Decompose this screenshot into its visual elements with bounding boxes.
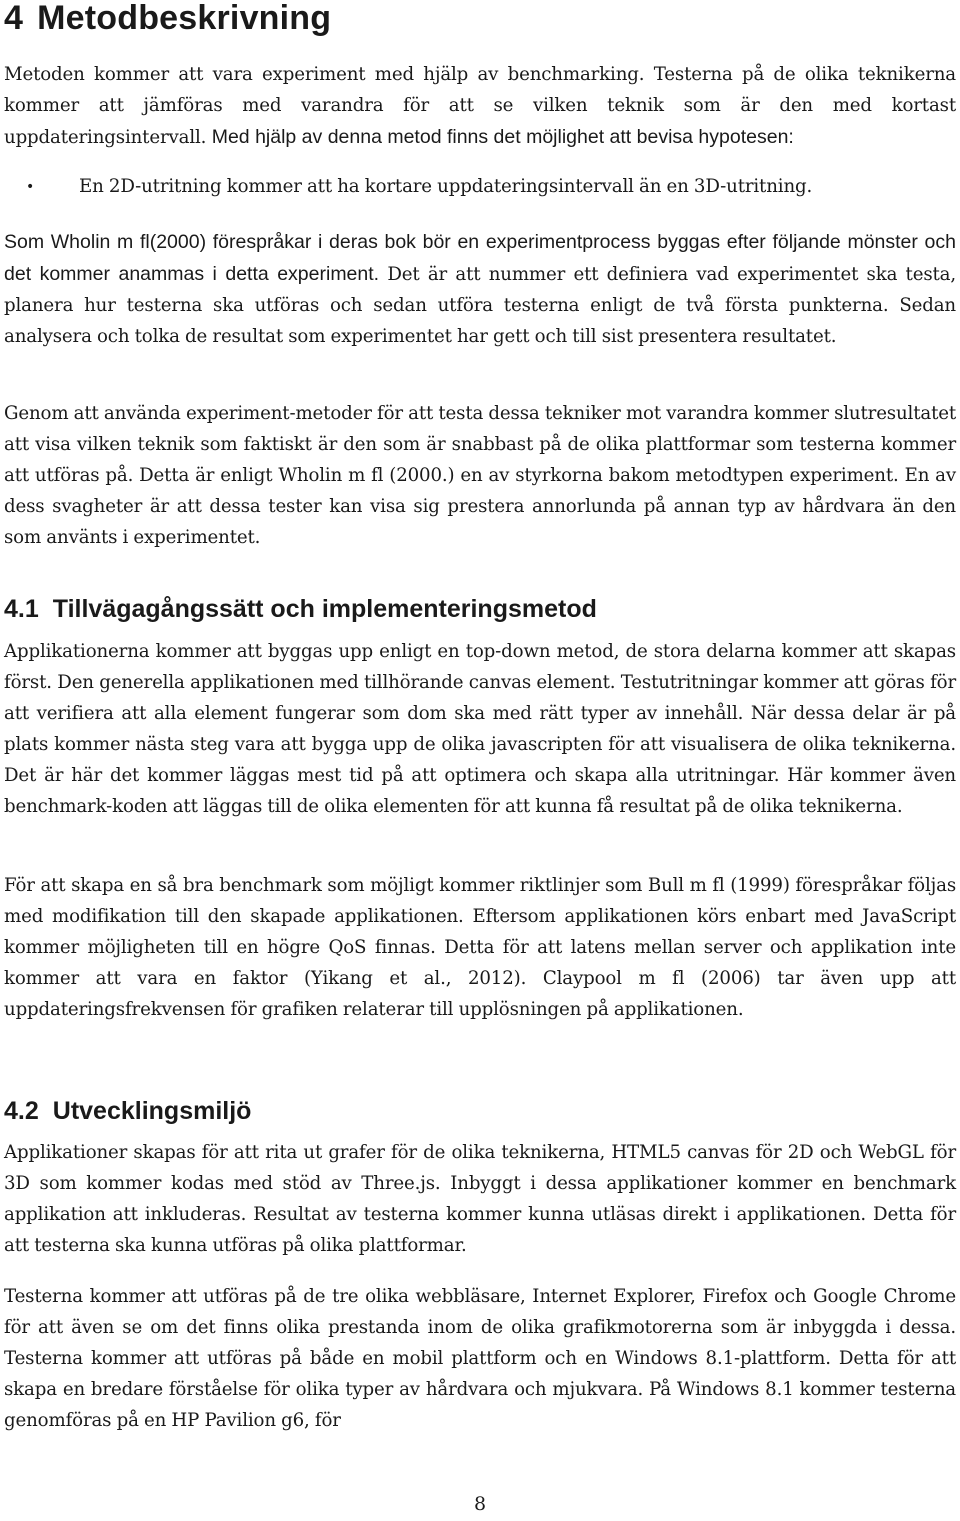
section-title: Metodbeskrivning — [37, 0, 332, 37]
page-number: 8 — [473, 1493, 487, 1515]
subsection-number: 4.2 — [4, 1097, 39, 1125]
section-heading-4-2 — [4, 1096, 251, 1126]
environment-paragraph: Applikationer skapas för att rita ut grafer för de olika teknikerna, HTML5 canvas för 2D och WebGL för 3D som kommer kodas med stöd av Three.js. Inbyggt i dessa applikationer kommer en benchmark applikation att inkluderas. Resultat av testerna kommer kunna utläsas direkt i applikationen. Detta för att testerna ska kunna utföras på olika plattformar. — [4, 1142, 956, 1256]
subsection-title: Tillvägagångssätt och implementeringsmetod — [52, 595, 597, 623]
subsection-title: Utvecklingsmiljö — [52, 1097, 252, 1125]
hypothesis-list — [4, 172, 956, 202]
experiment-method-paragraph: Genom att använda experiment-metoder för att testa dessa tekniker mot varandra kommer slutresultatet att visa vilken teknik som faktiskt är den som är snabbast på de olika plattformar som testerna kommer att utföras på. Detta är enligt Wholin m fl (2000.) en av styrkorna bakom metodtypen experiment. En av dess svagheter är att dessa tester kan visa sig prestera annorlunda på annan typ av hårdvara än den som använts i experimentet. — [4, 403, 957, 548]
hypothesis-text: En 2D-utritning kommer att ha kortare uppdateringsintervall än en 3D-utritning. — [79, 176, 813, 197]
section-number: 4 — [4, 0, 24, 37]
benchmark-paragraph: För att skapa en så bra benchmark som möjligt kommer riktlinjer som Bull m fl (1999) förespråkar följas med modifikation till den skapade applikationen. Eftersom applikationen körs enbart med JavaScript kommer möjligheten till en högre QoS finnas. Detta för att latens mellan server och applikation inte kommer att vara en faktor (Yikang et al., 2012). Claypool m fl (2006) tar även upp att uppdateringsfrekvensen för grafiken relaterar till upplösningen på applikationen. — [4, 875, 956, 1020]
intro-sans-text: Med hjälp av denna metod finns det möjlighet att bevisa hypotesen: — [206, 125, 794, 148]
hypothesis-item — [4, 172, 956, 202]
experiment-process-paragraph — [4, 227, 956, 353]
experiment-process-sans-text: Som Wholin m fl(2000) förespråkar i deras bok bör en experimentprocess byggas efter följande mönster och det kommer anammas i detta experiment. — [4, 231, 956, 285]
intro-paragraph — [4, 60, 956, 154]
browsers-paragraph: Testerna kommer att utföras på de tre olika webbläsare, Internet Explorer, Firefox och Google Chrome för att även se om det finns olika prestanda inom de olika grafikmotorerna som är inbyggda i dessa. Testerna kommer att utföras på både en mobil plattform och en Windows 8.1-plattform. Detta för att skapa en bredare förståelse för olika typer av hårdvara och mjukvara. På Windows 8.1 kommer testerna genomföras på en HP Pavilion g6, för — [4, 1286, 956, 1431]
section-heading-4-1 — [4, 594, 597, 624]
section-heading-4 — [4, 0, 331, 36]
implementation-paragraph: Applikationerna kommer att byggas upp enligt en top-down metod, de stora delarna kommer att skapas först. Den generella applikationen med tillhörande canvas element. Testutritningar kommer att göras för att verifiera att alla element fungerar som dom ska med rätt typer av innehåll. När dessa delar är på plats kommer nästa steg vara att bygga upp de olika javascripten för att visualisera de olika teknikerna. Det är här det kommer läggas mest tid på att optimera och skapa alla utritningar. Här kommer även benchmark-koden att läggas till de olika elementen för att kunna få resultat på de olika teknikerna. — [4, 641, 956, 817]
bullet-icon: • — [26, 179, 35, 195]
subsection-number: 4.1 — [4, 595, 39, 623]
experiment-process-serif-text: Det är att nummer ett definiera vad experimentet ska testa, planera hur testerna ska utföras och sedan utföra testerna enligt de två första punkterna. Sedan analysera och tolka de resultat som experimentet har gett och till sist presentera resultatet. — [4, 263, 956, 347]
intro-serif-text: Metoden kommer att vara experiment med hjälp av benchmarking. Testerna på de olika teknikerna kommer att jämföras med varandra för att se vilken teknik som är den med kortast uppdateringsintervall. — [4, 64, 956, 148]
